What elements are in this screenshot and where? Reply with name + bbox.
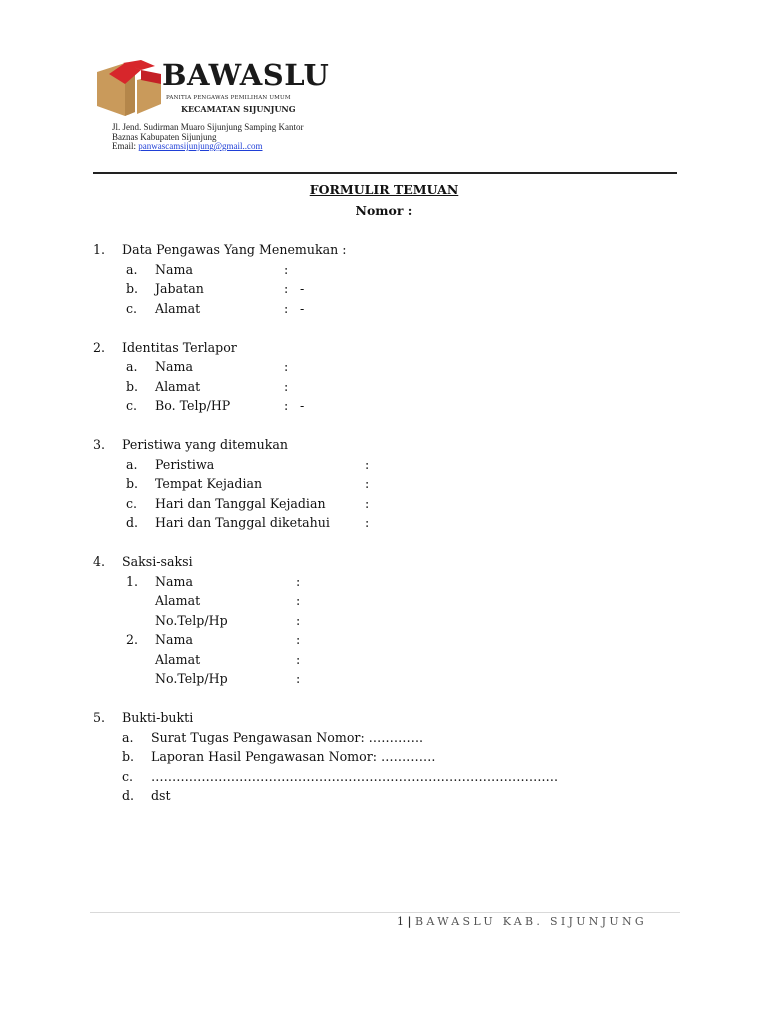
field-colon: : <box>284 398 289 413</box>
field-colon: : <box>296 671 301 686</box>
field-label: Tempat Kejadian <box>155 476 263 491</box>
field-value: - <box>300 398 305 413</box>
item-marker: a. <box>122 730 134 745</box>
address-line-1: Jl. Jend. Sudirman Muaro Sijunjung Samping Kantor <box>112 122 304 132</box>
field-colon: : <box>296 613 301 628</box>
item-marker: c. <box>126 301 138 316</box>
field-value: - <box>300 301 305 316</box>
evidence-item: Laporan Hasil Pengawasan Nomor: …………. <box>151 749 436 764</box>
item-marker: c. <box>126 496 138 511</box>
field-label: Bo. Telp/HP <box>155 398 231 413</box>
item-marker: 1. <box>126 574 139 589</box>
item-marker: a. <box>126 457 138 472</box>
footer-separator: | <box>407 915 412 928</box>
email-line <box>112 142 263 152</box>
section-number: 3. <box>93 437 106 452</box>
field-colon: : <box>365 515 370 530</box>
field-colon: : <box>296 632 301 647</box>
field-colon: : <box>284 301 289 316</box>
field-label: Alamat <box>155 652 201 667</box>
email-link[interactable]: panwascamsijunjung@gmail..com <box>138 141 263 151</box>
evidence-item: Surat Tugas Pengawasan Nomor: …………. <box>151 730 424 745</box>
form-number: Nomor : <box>355 203 413 218</box>
field-label: Alamat <box>155 301 201 316</box>
field-label: Hari dan Tanggal Kejadian <box>155 496 326 511</box>
field-value: - <box>300 281 305 296</box>
field-label: Nama <box>155 359 193 374</box>
item-marker: d. <box>122 788 135 803</box>
field-colon: : <box>284 281 289 296</box>
field-colon: : <box>284 359 289 374</box>
section-title: Bukti-bukti <box>122 710 194 725</box>
field-label: Alamat <box>155 379 201 394</box>
evidence-item: ……………………………………………………………………………………. <box>151 769 559 784</box>
section-number: 2. <box>93 340 106 355</box>
section-number: 5. <box>93 710 106 725</box>
field-label: Jabatan <box>155 281 204 296</box>
section-number: 1. <box>93 242 106 257</box>
footer-divider <box>90 912 680 913</box>
page-footer <box>397 915 647 928</box>
bawaslu-logo-icon <box>95 60 165 118</box>
field-label: Peristiwa <box>155 457 215 472</box>
section-title: Peristiwa yang ditemukan <box>122 437 288 452</box>
footer-text: BAWASLU KAB. SIJUNJUNG <box>415 915 647 928</box>
email-label: Email: <box>112 141 139 151</box>
field-colon: : <box>296 593 301 608</box>
address-line-2: Baznas Kabupaten Sijunjung <box>112 132 217 142</box>
org-line: PANITIA PENGAWAS PEMILIHAN UMUM <box>166 95 291 101</box>
item-marker: b. <box>126 379 139 394</box>
evidence-item: dst <box>151 788 171 803</box>
field-label: No.Telp/Hp <box>155 671 228 686</box>
item-marker: d. <box>126 515 139 530</box>
section-title: Data Pengawas Yang Menemukan : <box>122 242 347 257</box>
field-colon: : <box>296 652 301 667</box>
section-title: Identitas Terlapor <box>122 340 237 355</box>
field-label: Alamat <box>155 593 201 608</box>
item-marker: a. <box>126 359 138 374</box>
item-marker: c. <box>122 769 134 784</box>
field-label: Nama <box>155 632 193 647</box>
item-marker: b. <box>122 749 135 764</box>
field-colon: : <box>296 574 301 589</box>
form-title: FORMULIR TEMUAN <box>309 182 459 197</box>
item-marker: c. <box>126 398 138 413</box>
field-label: No.Telp/Hp <box>155 613 228 628</box>
field-colon: : <box>284 262 289 277</box>
field-colon: : <box>365 476 370 491</box>
field-colon: : <box>365 457 370 472</box>
section-number: 4. <box>93 554 106 569</box>
field-colon: : <box>284 379 289 394</box>
item-marker: a. <box>126 262 138 277</box>
item-marker: b. <box>126 476 139 491</box>
page-number: 1 <box>397 915 404 928</box>
field-colon: : <box>365 496 370 511</box>
district-name: KECAMATAN SIJUNJUNG <box>181 104 296 114</box>
section-title: Saksi-saksi <box>122 554 193 569</box>
brand-name: BAWASLU <box>162 58 330 92</box>
field-label: Hari dan Tanggal diketahui <box>155 515 330 530</box>
field-label: Nama <box>155 574 193 589</box>
item-marker: b. <box>126 281 139 296</box>
item-marker: 2. <box>126 632 139 647</box>
header-divider <box>93 172 677 174</box>
field-label: Nama <box>155 262 193 277</box>
